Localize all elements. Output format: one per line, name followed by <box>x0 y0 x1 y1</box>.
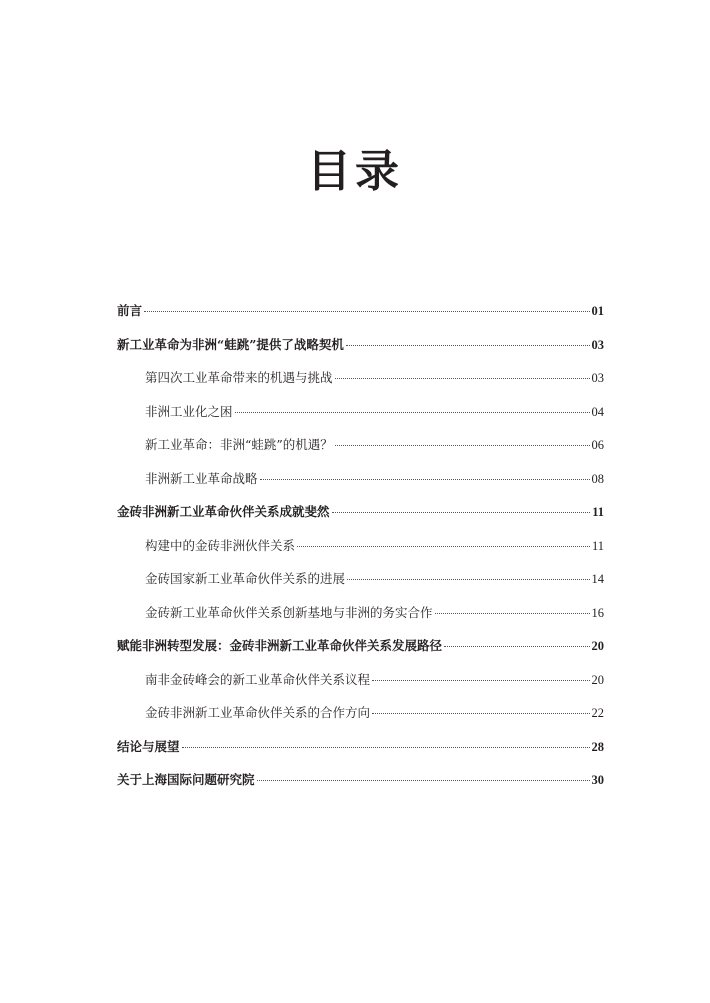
toc-page-number: 04 <box>591 404 604 419</box>
toc-entry-title: 金砖非洲新工业革命伙伴关系的合作方向 <box>145 705 371 720</box>
toc-entry-preface[interactable] <box>117 294 604 328</box>
toc-page-number: 14 <box>591 572 604 586</box>
dot-leader <box>435 612 590 614</box>
toc-entry-title: 新工业革命：非洲“蛙跳”的机遇？ <box>145 437 333 452</box>
dot-leader <box>444 645 589 647</box>
toc-page-number: 16 <box>591 605 604 620</box>
toc-entry-section-2-3[interactable] <box>117 596 604 630</box>
toc-entry-title: 关于上海国际问题研究院 <box>117 772 255 787</box>
toc-entry-conclusion[interactable] <box>117 730 604 764</box>
toc-entry-section-2-1[interactable] <box>117 529 604 563</box>
dot-leader <box>346 344 590 346</box>
dot-leader <box>372 679 589 681</box>
toc-page-number: 20 <box>591 672 604 687</box>
toc-entry-about[interactable] <box>117 763 604 797</box>
toc-page-number: 20 <box>591 639 604 653</box>
toc-entry-section-1-2[interactable] <box>117 395 604 429</box>
toc-entry-title: 赋能非洲转型发展：金砖非洲新工业革命伙伴关系发展路径 <box>117 638 443 653</box>
toc-entry-section-2-2[interactable] <box>117 562 604 596</box>
table-of-contents <box>117 294 604 797</box>
dot-leader <box>260 478 590 480</box>
toc-entry-title: 金砖非洲新工业革命伙伴关系成就斐然 <box>117 504 330 519</box>
toc-page-number: 06 <box>591 438 604 452</box>
toc-page-number: 08 <box>591 471 604 486</box>
toc-entry-section-1-1[interactable] <box>117 361 604 395</box>
toc-entry-title: 前言 <box>117 303 143 318</box>
toc-page-number: 01 <box>591 304 604 318</box>
dot-leader <box>332 511 591 513</box>
toc-page-number: 22 <box>591 706 604 720</box>
dot-leader <box>335 444 590 446</box>
toc-entry-title: 金砖新工业革命伙伴关系创新基地与非洲的务实合作 <box>145 604 433 620</box>
dot-leader <box>297 545 590 547</box>
toc-page-number: 03 <box>591 371 604 385</box>
toc-entry-title: 非洲新工业革命战略 <box>145 470 258 486</box>
page-title: 目录 <box>307 146 403 197</box>
toc-entry-title: 新工业革命为非洲“蛙跳”提供了战略契机 <box>117 336 344 352</box>
dot-leader <box>235 411 590 413</box>
dot-leader <box>347 578 589 580</box>
dot-leader <box>182 746 590 748</box>
dot-leader <box>372 712 589 714</box>
toc-page-number: 11 <box>591 538 604 553</box>
toc-page-number: 03 <box>591 337 604 352</box>
toc-entry-title: 南非金砖峰会的新工业革命伙伴关系议程 <box>145 671 371 687</box>
toc-entry-section-3[interactable] <box>117 629 604 663</box>
dot-leader <box>257 779 590 781</box>
toc-page-number: 30 <box>591 773 604 787</box>
toc-entry-section-1[interactable] <box>117 328 604 362</box>
toc-entry-title: 构建中的金砖非洲伙伴关系 <box>145 537 296 553</box>
toc-entry-section-1-3[interactable] <box>117 428 604 462</box>
toc-entry-section-1-4[interactable] <box>117 462 604 496</box>
toc-page-number: 11 <box>592 505 604 519</box>
toc-page-number: 28 <box>591 739 604 754</box>
toc-entry-title: 非洲工业化之困 <box>145 403 233 419</box>
dot-leader <box>144 310 589 312</box>
dot-leader <box>335 377 590 379</box>
toc-entry-section-3-2[interactable] <box>117 696 604 730</box>
toc-entry-title: 金砖国家新工业革命伙伴关系的进展 <box>145 571 346 586</box>
toc-entry-section-2[interactable] <box>117 495 604 529</box>
toc-entry-section-3-1[interactable] <box>117 663 604 697</box>
toc-entry-title: 结论与展望 <box>117 738 180 754</box>
toc-entry-title: 第四次工业革命带来的机遇与挑战 <box>145 370 333 385</box>
